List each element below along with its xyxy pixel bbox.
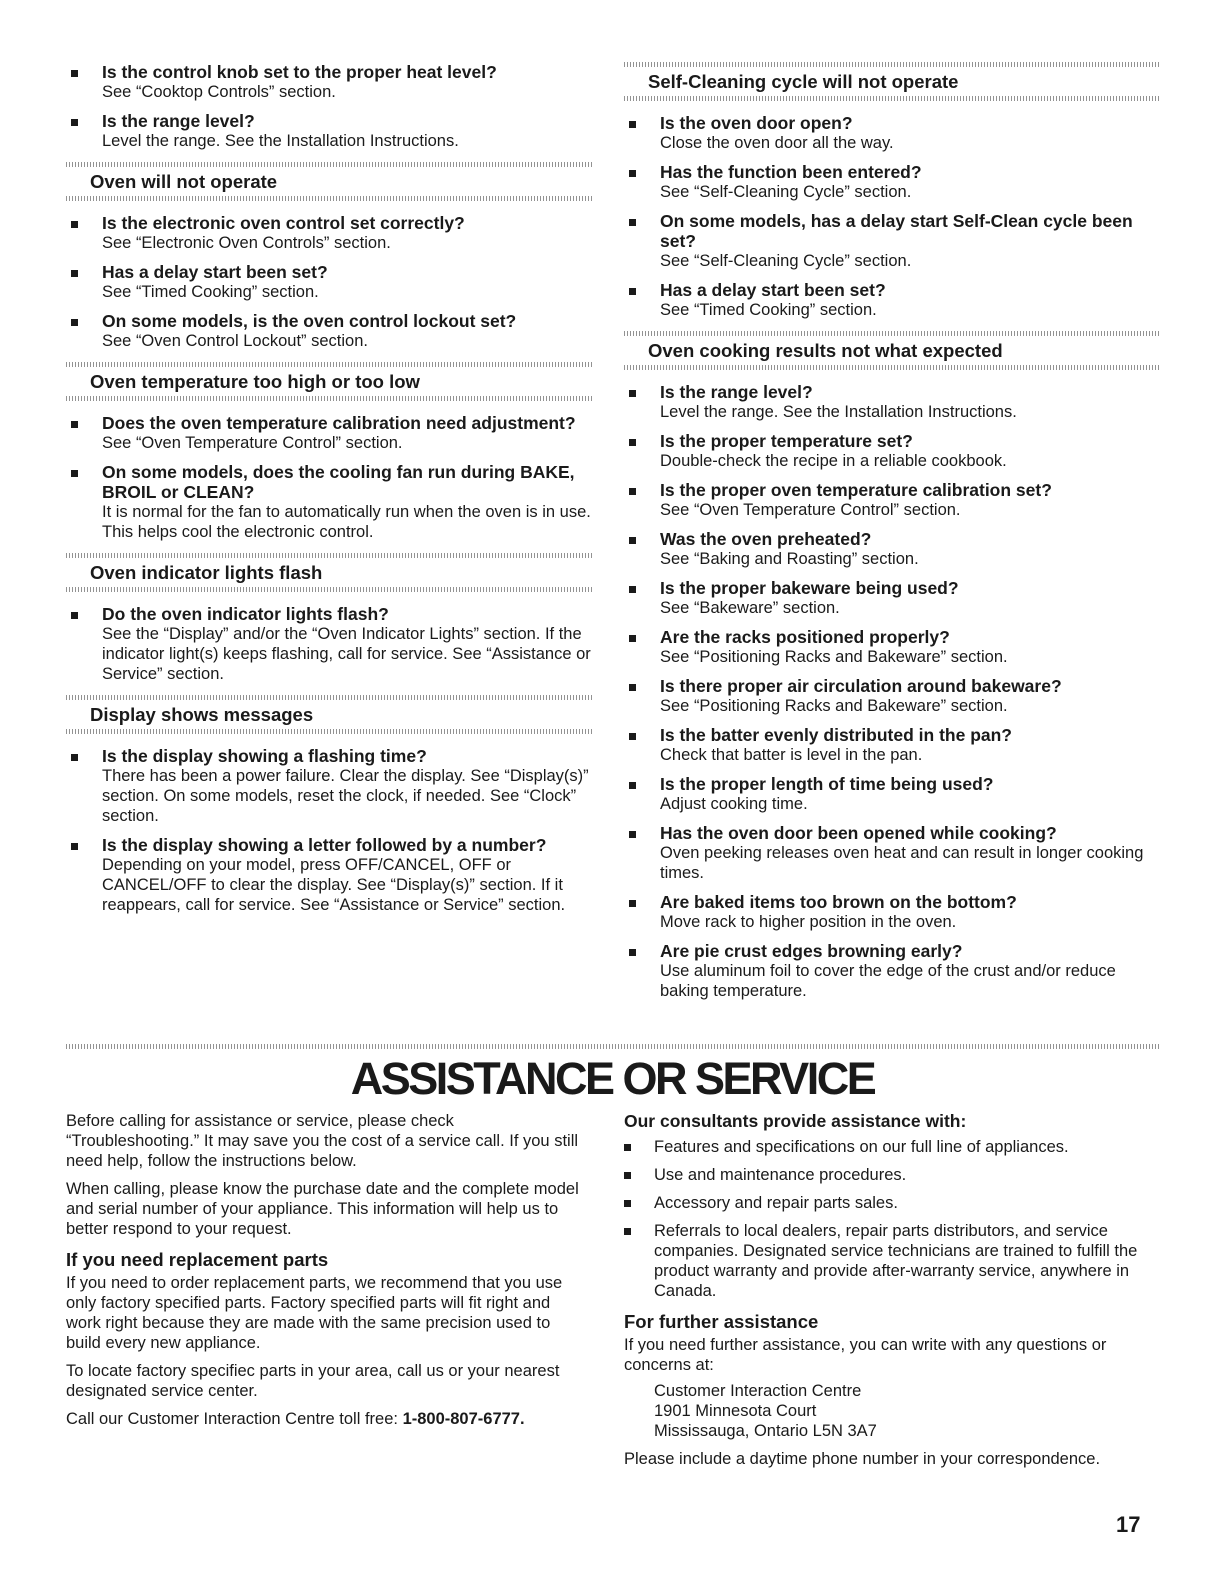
troubleshoot-item [624,725,1160,765]
bullet-icon [629,635,636,642]
troubleshoot-item [624,431,1160,471]
answer-text: Level the range. See the Installation Instructions. [102,132,459,150]
replacement-parts-heading: If you need replacement parts [66,1249,329,1270]
further-assistance-heading: For further assistance [624,1311,819,1332]
answer-text: It is normal for the fan to automatically run when the oven is in use. This helps cool the electronic control. [102,503,591,541]
address-line: Mississauga, Ontario L5N 3A7 [654,1422,877,1440]
divider-rule [66,729,594,734]
consultant-item [624,1165,1160,1185]
troubleshoot-item [624,627,1160,667]
section-header [66,553,594,592]
answer-text: Adjust cooking time. [660,795,808,813]
consultant-item [624,1193,1160,1213]
consultant-item-text: Features and specifications on our full line of appliances. [654,1138,1069,1156]
troubleshoot-item [624,676,1160,716]
answer-text: See “Timed Cooking” section. [102,283,319,301]
troubleshoot-item [624,578,1160,618]
divider-rule [66,362,594,367]
bullet-icon [71,421,78,428]
divider-rule [624,62,1160,67]
question-text: Is the range level? [102,111,255,131]
troubleshoot-item [624,892,1160,932]
parts-paragraph-2: To locate factory specifiec parts in your area, call us or your nearest designated service center. [66,1362,560,1400]
answer-text: See “Oven Temperature Control” section. [660,501,961,519]
answer-text: See “Baking and Roasting” section. [660,550,919,568]
divider-rule [66,162,594,167]
divider-rule [66,695,594,700]
question-text: Has the function been entered? [660,162,922,182]
bullet-icon [624,1200,631,1207]
question-text: Is the electronic oven control set correctly? [102,213,465,233]
bullet-icon [629,831,636,838]
bullet-icon [629,390,636,397]
question-text: On some models, has a delay start Self-Clean cycle been set? [660,211,1133,251]
answer-text: There has been a power failure. Clear the display. See “Display(s)” section. On some models, reset the clock, if needed. See “Clock” section. [102,767,589,825]
bullet-icon [71,470,78,477]
troubleshoot-item [624,480,1160,520]
section-title: Self-Cleaning cycle will not operate [648,71,959,92]
question-text: Has the oven door been opened while cooking? [660,823,1057,843]
answer-text: See “Self-Cleaning Cycle” section. [660,183,912,201]
section-header [66,362,594,401]
answer-text: See “Bakeware” section. [660,599,840,617]
assistance-left [66,1111,586,1437]
question-text: Do the oven indicator lights flash? [102,604,389,624]
troubleshoot-item [624,211,1160,271]
section-header [66,162,594,201]
bullet-icon [629,121,636,128]
assistance-right [624,1111,1160,1477]
bullet-icon [71,612,78,619]
divider-rule [66,196,594,201]
consultant-item-text: Accessory and repair parts sales. [654,1194,898,1212]
consultant-item [624,1137,1160,1157]
bullet-icon [629,684,636,691]
question-text: Is the proper bakeware being used? [660,578,959,598]
question-text: Is the range level? [660,382,813,402]
bullet-icon [624,1172,631,1179]
troubleshoot-item [624,823,1160,883]
bullet-icon [71,270,78,277]
intro-paragraph-2: When calling, please know the purchase date and the complete model and serial number of your appliance. This information will help us to better respond to your request. [66,1180,579,1238]
troubleshoot-item [66,262,594,302]
bullet-icon [629,782,636,789]
question-text: Is the batter evenly distributed in the pan? [660,725,1012,745]
answer-text: Depending on your model, press OFF/CANCEL, OFF or CANCEL/OFF to clear the display. See “Display(s)” section. If it reappears, call for service. See “Assistance or Service” section. [102,856,566,914]
consultant-item-text: Referrals to local dealers, repair parts distributors, and service companies. Designated service technicians are trained to fulfill the product warranty and provide after-warranty service, anywhere in Canada. [654,1222,1138,1300]
page-number: 17 [1116,1512,1141,1537]
answer-text: See “Electronic Oven Controls” section. [102,234,391,252]
closing-note: Please include a daytime phone number in your correspondence. [624,1450,1101,1468]
question-text: Is the display showing a flashing time? [102,746,427,766]
question-text: Are baked items too brown on the bottom? [660,892,1017,912]
bullet-icon [629,949,636,956]
troubleshoot-item [66,413,594,453]
bullet-icon [629,586,636,593]
consultants-list [624,1137,1160,1301]
troubleshoot-item [66,462,594,542]
troubleshoot-item [66,746,594,826]
troubleshoot-item [624,774,1160,814]
bullet-icon [71,70,78,77]
answer-text: See “Positioning Racks and Bakeware” section. [660,648,1008,666]
troubleshoot-item [624,941,1160,1001]
troubleshoot-item [66,213,594,253]
bullet-icon [629,288,636,295]
question-text: Does the oven temperature calibration need adjustment? [102,413,576,433]
answer-text: See the “Display” and/or the “Oven Indicator Lights” section. If the indicator light(s) keeps flashing, call for service. See “Assistance or Service” section. [102,625,591,683]
bullet-icon [629,900,636,907]
troubleshoot-item [66,311,594,351]
phone-number: 1-800-807-6777. [402,1410,525,1428]
troubleshoot-item [624,382,1160,422]
question-text: Has a delay start been set? [102,262,328,282]
section-divider [66,1044,1159,1049]
question-text: Is the proper temperature set? [660,431,913,451]
answer-text: Move rack to higher position in the oven. [660,913,957,931]
intro-paragraph-1: Before calling for assistance or service, please check “Troubleshooting.” It may save you the cost of a service call. If you still need help, follow the instructions below. [66,1112,579,1170]
bullet-icon [71,754,78,761]
troubleshoot-item [66,604,594,684]
question-text: On some models, does the cooling fan run during BAKE, BROIL or CLEAN? [102,462,575,502]
answer-text: Check that batter is level in the pan. [660,746,923,764]
bullet-icon [629,537,636,544]
answer-text: See “Oven Control Lockout” section. [102,332,368,350]
address-line: Customer Interaction Centre [654,1382,862,1400]
answer-text: See “Oven Temperature Control” section. [102,434,403,452]
divider-rule [66,553,594,558]
bullet-icon [624,1144,631,1151]
troubleshoot-item [624,113,1160,153]
answer-text: Double-check the recipe in a reliable cookbook. [660,452,1007,470]
troubleshoot-item [66,62,594,102]
question-text: Is the proper oven temperature calibration set? [660,480,1052,500]
answer-text: See “Cooktop Controls” section. [102,83,336,101]
bullet-icon [71,221,78,228]
answer-text: See “Timed Cooking” section. [660,301,877,319]
bullet-icon [629,170,636,177]
address-line: 1901 Minnesota Court [654,1402,817,1420]
question-text: Are pie crust edges browning early? [660,941,963,961]
answer-text: See “Self-Cleaning Cycle” section. [660,252,912,270]
assistance-heading: ASSISTANCE OR SERVICE [350,1053,875,1104]
troubleshoot-item [66,835,594,915]
section-header [624,331,1160,370]
troubleshoot-item [624,162,1160,202]
bullet-icon [71,319,78,326]
further-text: If you need further assistance, you can write with any questions or concerns at: [624,1336,1107,1374]
consultants-heading: Our consultants provide assistance with: [624,1111,967,1131]
section-title: Oven will not operate [90,171,278,192]
troubleshoot-item [624,280,1160,320]
question-text: Is the oven door open? [660,113,853,133]
question-text: Are the racks positioned properly? [660,627,950,647]
bullet-icon [624,1228,631,1235]
bullet-icon [71,119,78,126]
answer-text: See “Positioning Racks and Bakeware” section. [660,697,1008,715]
consultant-item [624,1221,1160,1301]
bullet-icon [629,488,636,495]
mailing-address [624,1381,1160,1441]
consultant-item-text: Use and maintenance procedures. [654,1166,907,1184]
divider-rule [624,365,1160,370]
section-title: Oven indicator lights flash [90,562,323,583]
divider-rule [66,587,594,592]
question-text: Has a delay start been set? [660,280,886,300]
section-title: Oven cooking results not what expected [648,340,1003,361]
section-title: Oven temperature too high or too low [90,371,420,392]
bullet-icon [629,733,636,740]
section-header [624,62,1160,101]
left-column [66,62,594,924]
answer-text: Close the oven door all the way. [660,134,894,152]
question-text: Is there proper air circulation around bakeware? [660,676,1062,696]
bullet-icon [71,843,78,850]
question-text: On some models, is the oven control lockout set? [102,311,517,331]
divider-rule [624,331,1160,336]
answer-text: Level the range. See the Installation Instructions. [660,403,1017,421]
right-column [624,62,1160,1010]
troubleshoot-item [66,111,594,151]
troubleshoot-item [624,529,1160,569]
call-text: Call our Customer Interaction Centre toll free: [66,1410,403,1428]
answer-text: Use aluminum foil to cover the edge of the crust and/or reduce baking temperature. [660,962,1116,1000]
question-text: Is the display showing a letter followed by a number? [102,835,547,855]
bullet-icon [629,219,636,226]
question-text: Is the proper length of time being used? [660,774,994,794]
parts-paragraph-1: If you need to order replacement parts, we recommend that you use only factory specified parts. Factory specified parts will fit right and work right because they are made with the same precision used to build every new appliance. [66,1274,563,1352]
question-text: Is the control knob set to the proper heat level? [102,62,497,82]
divider-rule [66,396,594,401]
bullet-icon [629,439,636,446]
section-header [66,695,594,734]
question-text: Was the oven preheated? [660,529,872,549]
answer-text: Oven peeking releases oven heat and can result in longer cooking times. [660,844,1144,882]
divider-rule [624,96,1160,101]
section-title: Display shows messages [90,704,314,725]
call-paragraph [66,1409,586,1429]
